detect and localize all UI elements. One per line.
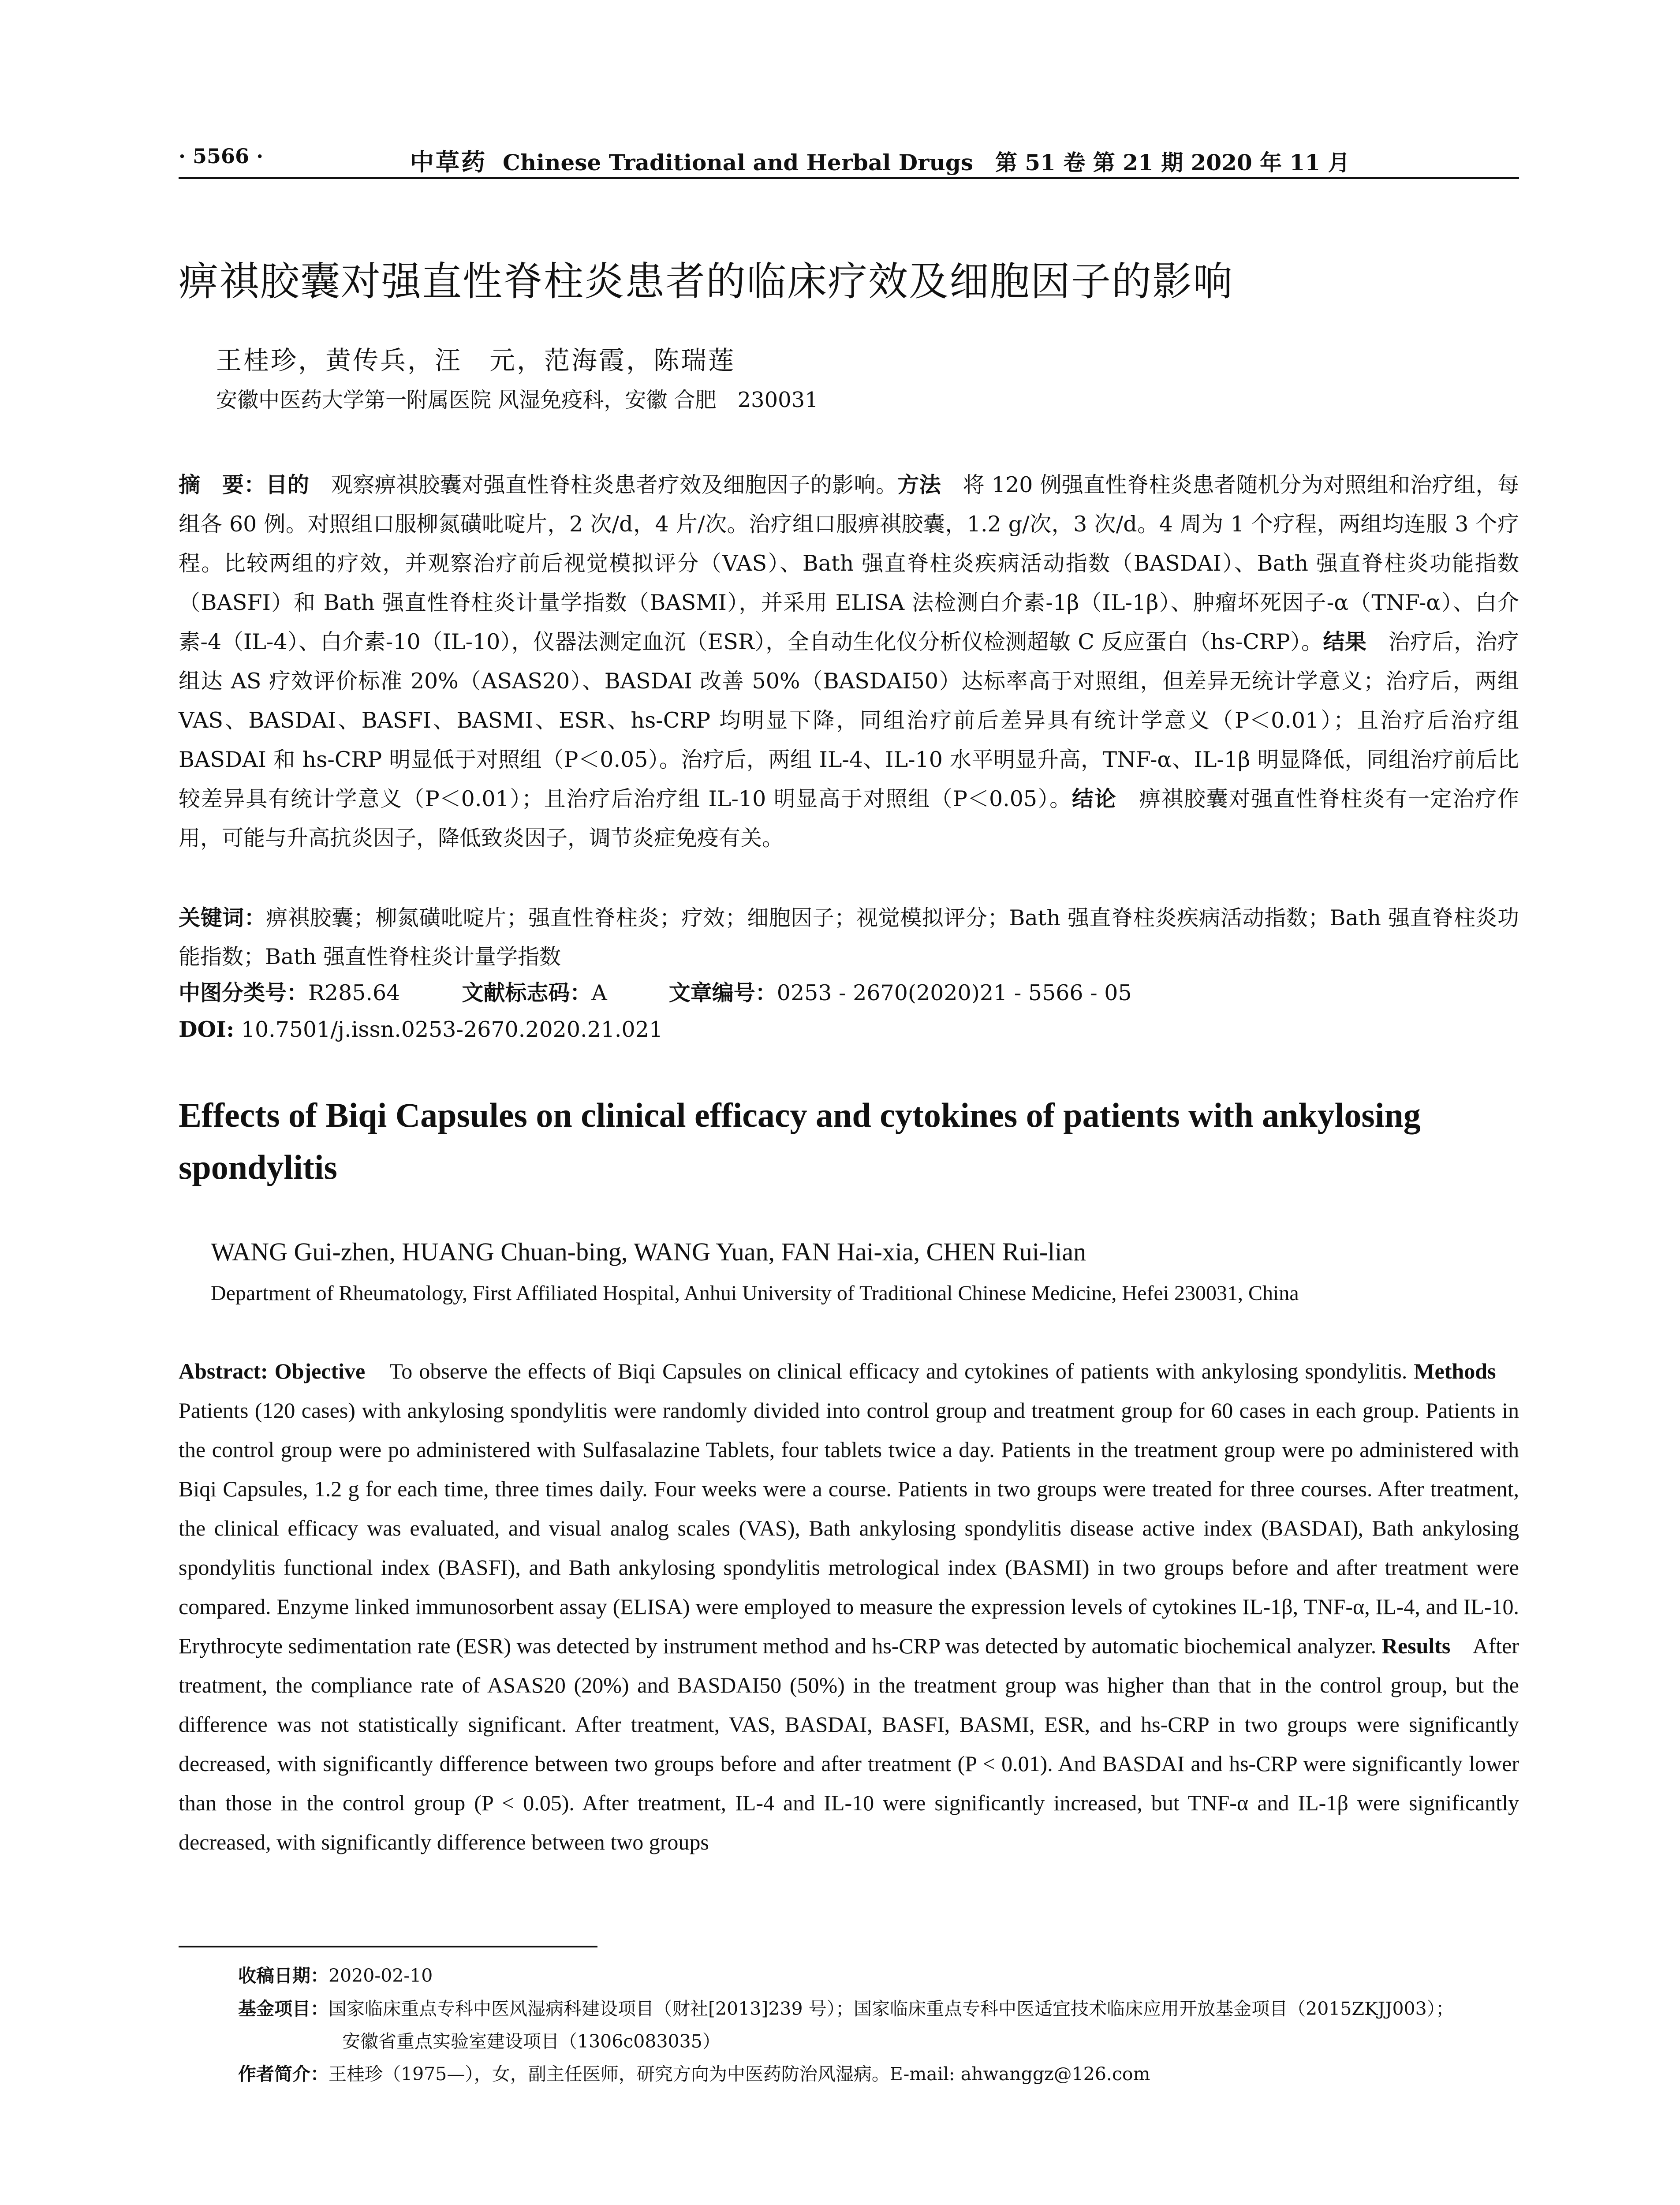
en-methods-label: Methods (1414, 1359, 1496, 1383)
article-no-label: 文章编号： (668, 980, 777, 1005)
author-label: 作者简介： (238, 2063, 329, 2085)
en-objective: To observe the effects of Biqi Capsules on clinical efficacy and cytokines of patients with ankylosing spondylitis. (365, 1359, 1414, 1383)
journal-logo: 中草药 (410, 148, 487, 176)
fund-line-2: 安徽省重点实验室建设项目（1306c083035） (342, 2031, 721, 2052)
doi-line (179, 1017, 663, 1042)
fund-label: 基金项目： (238, 1998, 329, 2019)
footnote-fund (238, 1993, 1519, 2024)
cn-affiliation: 安徽中医药大学第一附属医院 风湿免疫科，安徽 合肥 230031 (216, 388, 818, 412)
cn-keywords (179, 899, 1519, 976)
clc-label: 中图分类号： (179, 980, 309, 1005)
footnote-rule (179, 1946, 597, 1947)
cn-objective-label: 目的 (265, 472, 310, 497)
doi-label: DOI: (179, 1017, 235, 1042)
author-bio: 王桂珍（1975—），女，副主任医师，研究方向为中医药防治风湿病。E-mail: ahwanggz@126.com (329, 2063, 1150, 2085)
doc-code-item (462, 976, 607, 1007)
cn-abstract (179, 465, 1519, 858)
received-date: 2020-02-10 (329, 1965, 433, 1986)
cn-conclusion-label: 结论 (1071, 786, 1117, 811)
cn-methods: 将 120 例强直性脊柱炎患者随机分为对照组和治疗组，每组各 60 例。对照组口服柳氮磺吡啶片，2 次/d，4 片/次。治疗组口服痹祺胶囊，1.2 g/次，3 次/d。4 周为 1 个疗程，两组均连服 3 个疗程。比较两组的疗效，并观察治疗前后视觉模拟评分（VAS）、Bath 强直脊柱炎疾病活动指数（BASDAI）、Bath 强直脊柱炎功能指数（BASFI）和 Bath 强直性脊柱炎计量学指数（BASMI），并采用 ELISA 法检测白介素-1β（IL-1β）、肿瘤坏死因子-α（TNF-α）、白介素-4（IL-4）、白介素-10（IL-10），仪器法测定血沉（ESR），全自动生化仪分析仪检测超敏 C 反应蛋白（hs-CRP）。 (179, 472, 1519, 654)
cn-title: 痹祺胶囊对强直性脊柱炎患者的临床疗效及细胞因子的影响 (179, 258, 1233, 305)
cn-keywords-text: 痹祺胶囊；柳氮磺吡啶片；强直性脊柱炎；疗效；细胞因子；视觉模拟评分；Bath 强直脊柱炎疾病活动指数；Bath 强直脊柱炎功能指数；Bath 强直性脊柱炎计量学指数 (179, 905, 1519, 969)
cn-results-label: 结果 (1323, 629, 1367, 654)
en-title: Effects of Biqi Capsules on clinical efficacy and cytokines of patients with ankylosing spondylitis (179, 1096, 1421, 1186)
cn-methods-label: 方法 (897, 472, 941, 497)
doc-code-value: A (591, 980, 607, 1005)
footnote-fund-cont (238, 2026, 1519, 2057)
en-abstract (179, 1352, 1519, 1862)
article-no-value: 0253 - 2670(2020)21 - 5566 - 05 (777, 980, 1132, 1005)
en-affiliation: Department of Rheumatology, First Affiliated Hospital, Anhui University of Traditional Chinese Medicine, Hefei 230031, China (211, 1282, 1299, 1305)
doi-link[interactable]: 10.7501/j.issn.0253-2670.2020.21.021 (234, 1017, 663, 1042)
page-number: · 5566 · (179, 144, 264, 168)
footnote-author (238, 2059, 1519, 2089)
clc-item (179, 976, 400, 1007)
en-results-label: Results (1381, 1633, 1451, 1658)
fund-line-1: 国家临床重点专科中医风湿病科建设项目（财社[2013]239 号）；国家临床重点专科中医适宜技术临床应用开放基金项目（2015ZKJJ003）； (329, 1998, 1454, 2019)
cn-abstract-label: 摘 要： (179, 472, 266, 497)
running-header (179, 139, 1519, 179)
cn-keywords-label: 关键词： (179, 905, 266, 931)
article-no-item (669, 976, 1132, 1007)
doc-code-label: 文献标志码： (462, 980, 592, 1005)
cn-results: 治疗后，治疗组达 AS 疗效评价标准 20%（ASAS20）、BASDAI 改善 50%（BASDAI50）达标率高于对照组，但差异无统计学意义；治疗后，两组 VAS、BASDAI、BASFI、BASMI、ESR、hs-CRP 均明显下降，同组治疗前后差异具有统计学意义（P＜0.01）；且治疗后治疗组 BASDAI 和 hs-CRP 明显低于对照组（P＜0.05）。治疗后，两组 IL-4、IL-10 水平明显升高，TNF-α、IL-1β 明显降低，同组治疗前后比较差异具有统计学意义（P＜0.01）；且治疗后治疗组 IL-10 明显高于对照组（P＜0.05）。 (179, 629, 1519, 811)
cn-objective: 观察痹祺胶囊对强直性脊柱炎患者疗效及细胞因子的影响。 (309, 472, 898, 497)
cn-classification (179, 976, 1519, 1007)
en-authors: WANG Gui-zhen, HUANG Chuan-bing, WANG Yuan, FAN Hai-xia, CHEN Rui-lian (211, 1237, 1086, 1266)
cn-conclusion: 痹祺胶囊对强直性脊柱炎有一定治疗作用，可能与升高抗炎因子，降低致炎因子，调节炎症免疫有关。 (179, 786, 1519, 851)
footnote-received (238, 1960, 1519, 1991)
received-label: 收稿日期： (238, 1965, 329, 1986)
clc-value: R285.64 (308, 980, 400, 1005)
cn-authors: 王桂珍，黄传兵，汪 元，范海霞，陈瑞莲 (216, 345, 736, 375)
journal-line (410, 143, 1350, 177)
journal-info: Chinese Traditional and Herbal Drugs 第 51 卷 第 21 期 2020 年 11 月 (503, 149, 1350, 176)
en-methods: Patients (120 cases) with ankylosing spondylitis were randomly divided into control group and treatment group for 60 cases in each group. Patients in the control group were po administered with Sulfasalazine Tablets, four tablets twice a day. Patients in the treatment group were po administered with Biqi Capsules, 1.2 g for each time, three times daily. Four weeks were a course. Patients in two groups were treated for three courses. After treatment, the clinical efficacy was evaluated, and visual analog scales (VAS), Bath ankylosing spondylitis disease active index (BASDAI), Bath ankylosing spondylitis functional index (BASFI), and Bath ankylosing spondylitis metrological index (BASMI) in two groups before and after treatment were compared. Enzyme linked immunosorbent assay (ELISA) were employed to measure the expression levels of cytokines IL-1β, TNF-α, IL-4, and IL-10. Erythrocyte sedimentation rate (ESR) was detected by instrument method and hs-CRP was detected by automatic biochemical analyzer. (179, 1359, 1519, 1658)
en-abstract-label: Abstract: Objective (179, 1359, 366, 1383)
en-results: After treatment, the compliance rate of ASAS20 (20%) and BASDAI50 (50%) in the treatment group was higher than that in the control group, but the difference was not statistically significant. After treatment, VAS, BASDAI, BASFI, BASMI, ESR, and hs-CRP in two groups were significantly decreased, with significantly difference between two groups before and after treatment (P < 0.01). And BASDAI and hs-CRP were significantly lower than those in the control group (P < 0.05). After treatment, IL-4 and IL-10 were significantly increased, but TNF-α and IL-1β were significantly decreased, with significantly difference between two groups (179, 1633, 1519, 1854)
header-rule (179, 177, 1519, 179)
